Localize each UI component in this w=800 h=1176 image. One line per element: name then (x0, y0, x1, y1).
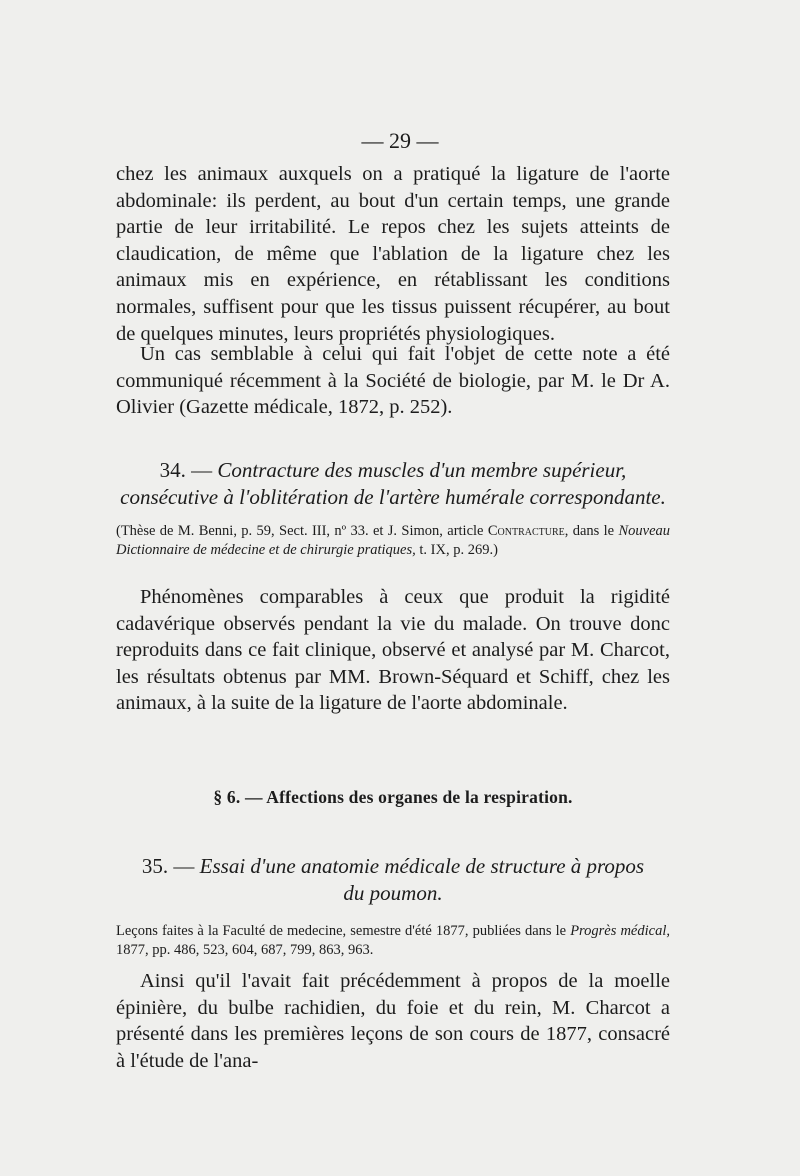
entry-title-line: Essai d'une anatomie médicale de structure à propos (199, 854, 645, 878)
entry-title-line: consécutive à l'oblitération de l'artère humérale correspondante. (120, 485, 666, 509)
reference-text: 1877, pp. 486, 523, 604, 687, 799, 863, 963. (116, 942, 374, 958)
entry-number: 35. — (141, 854, 195, 878)
entry-34-body (116, 584, 670, 717)
page-number: — 29 — (361, 128, 439, 153)
entry-35-reference (116, 922, 670, 960)
paragraph-text: Phénomènes comparables à ceux que produit la rigidité cadavérique observés pendant la vie du malade. On trouve donc reproduits dans ce fait clinique, observé et analysé par M. Charcot, les résultats obtenus par MM. Brown-Séquard et Schiff, chez les animaux, à la suite de la ligature de l'aorte abdominale. (116, 586, 670, 715)
paragraph-text: Un cas semblable à celui qui fait l'objet de cette note a été communiqué récemment à la Société de biologie, par M. le Dr A. Olivier (Gazette médicale, 1872, p. 252). (116, 343, 670, 419)
paragraph-olivier-case (116, 341, 670, 421)
reference-text: Leçons faites à la Faculté de medecine, semestre d'été 1877, publiées dans le (116, 923, 567, 939)
reference-text: , dans le (564, 523, 615, 539)
entry-title-line: Contracture des muscles d'un membre supérieur, (217, 458, 627, 482)
entry-35-title (116, 853, 670, 907)
entry-number: 34. — (159, 458, 213, 482)
paragraph-claudication (116, 161, 670, 347)
reference-text: t. IX, p. 269.) (419, 542, 498, 558)
paragraph-text: chez les animaux auxquels on a pratiqué la ligature de l'aorte abdominale: ils perdent, au bout d'un certain temps, une grande partie de leur irritabilité. Le repos chez les sujets atteints de claudication, de même que l'ablation de la ligature chez les animaux mis en expérience, en rétablissant les conditions normales, suffisent pour que les tissus puissent récupérer, au bout de quelques minutes, leurs propriétés physiologiques. (116, 163, 670, 345)
entry-35-body (116, 968, 670, 1074)
section-heading: § 6. — Affections des organes de la respiration. (213, 787, 573, 807)
reference-text: Contracture (487, 523, 565, 539)
reference-journal: Nouveau Dictionnaire de médecine et de chirurgie pratiques, (116, 523, 671, 558)
entry-34-title (116, 457, 670, 511)
paragraph-text: Ainsi qu'il l'avait fait précédemment à propos de la moelle épinière, du bulbe rachidien, du foie et du rein, M. Charcot a présenté dans les premières leçons de son cours de 1877, consacré à l'étude de l'ana- (116, 970, 670, 1072)
reference-text: (Thèse de M. Benni, p. 59, Sect. III, nº 33. et J. Simon, article (116, 523, 484, 539)
reference-journal: Progrès médical, (570, 923, 670, 939)
entry-title-line: du poumon. (343, 881, 443, 905)
entry-34-reference (116, 522, 670, 560)
